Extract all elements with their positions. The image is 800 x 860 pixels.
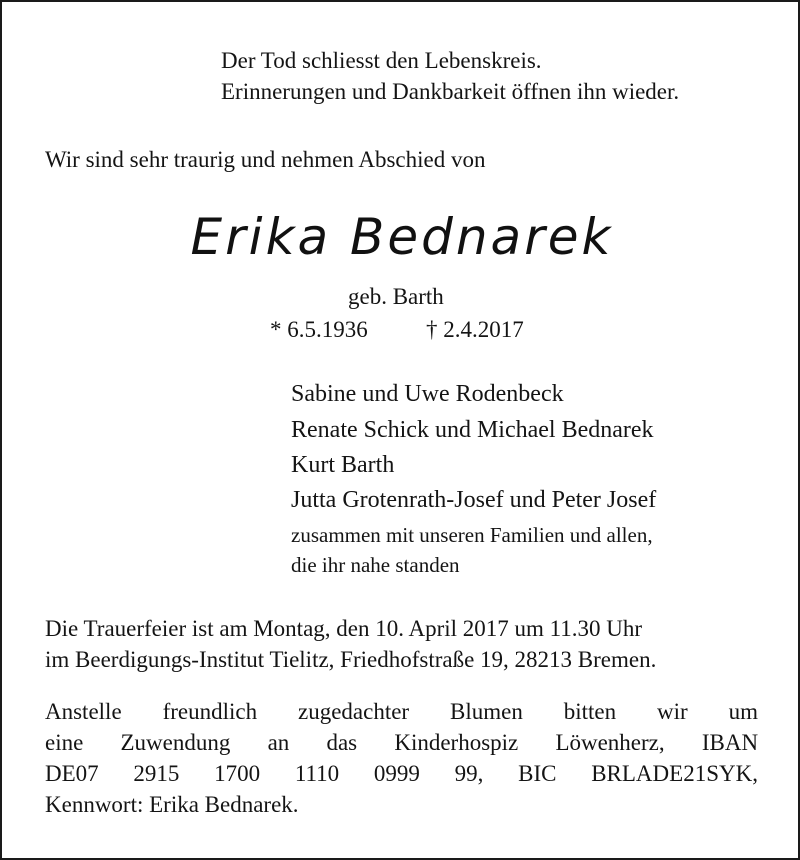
death-date: † 2.4.2017 [426,317,524,342]
birth-date: * 6.5.1936 [270,317,368,342]
deceased-name: Erika Bednarek [190,208,614,266]
funeral-line-2: im Beerdigungs-Institut Tielitz, Friedhofstraße 19, 28213 Bremen. [45,647,657,672]
mourner-closing-2: die ihr nahe standen [291,553,460,577]
mourner-closing-1: zusammen mit unseren Familien und allen, [291,523,653,547]
donation-line-1: Anstelle freundlich zugedachter Blumen bitten wir um [45,699,758,724]
donation-line-2: eine Zuwendung an das Kinderhospiz Löwenherz, IBAN [45,730,759,755]
donation-line-4: Kennwort: Erika Bednarek. [45,792,299,817]
funeral-line-1: Die Trauerfeier ist am Montag, den 10. April 2017 um 11.30 Uhr [45,616,643,641]
motto-line-2: Erinnerungen und Dankbarkeit öffnen ihn wieder. [221,79,680,104]
motto-line-1: Der Tod schliesst den Lebenskreis. [221,48,542,73]
donation-line-3: DE07 2915 1700 1110 0999 99, BIC BRLADE21SYK, [45,761,758,786]
mourner-line: Kurt Barth [291,452,395,478]
mourner-line: Jutta Grotenrath-Josef und Peter Josef [291,487,657,513]
maiden-name: geb. Barth [348,284,444,309]
mourner-line: Renate Schick und Michael Bednarek [291,417,654,443]
mourner-line: Sabine und Uwe Rodenbeck [291,381,564,407]
intro-text: Wir sind sehr traurig und nehmen Abschied von [45,147,486,172]
